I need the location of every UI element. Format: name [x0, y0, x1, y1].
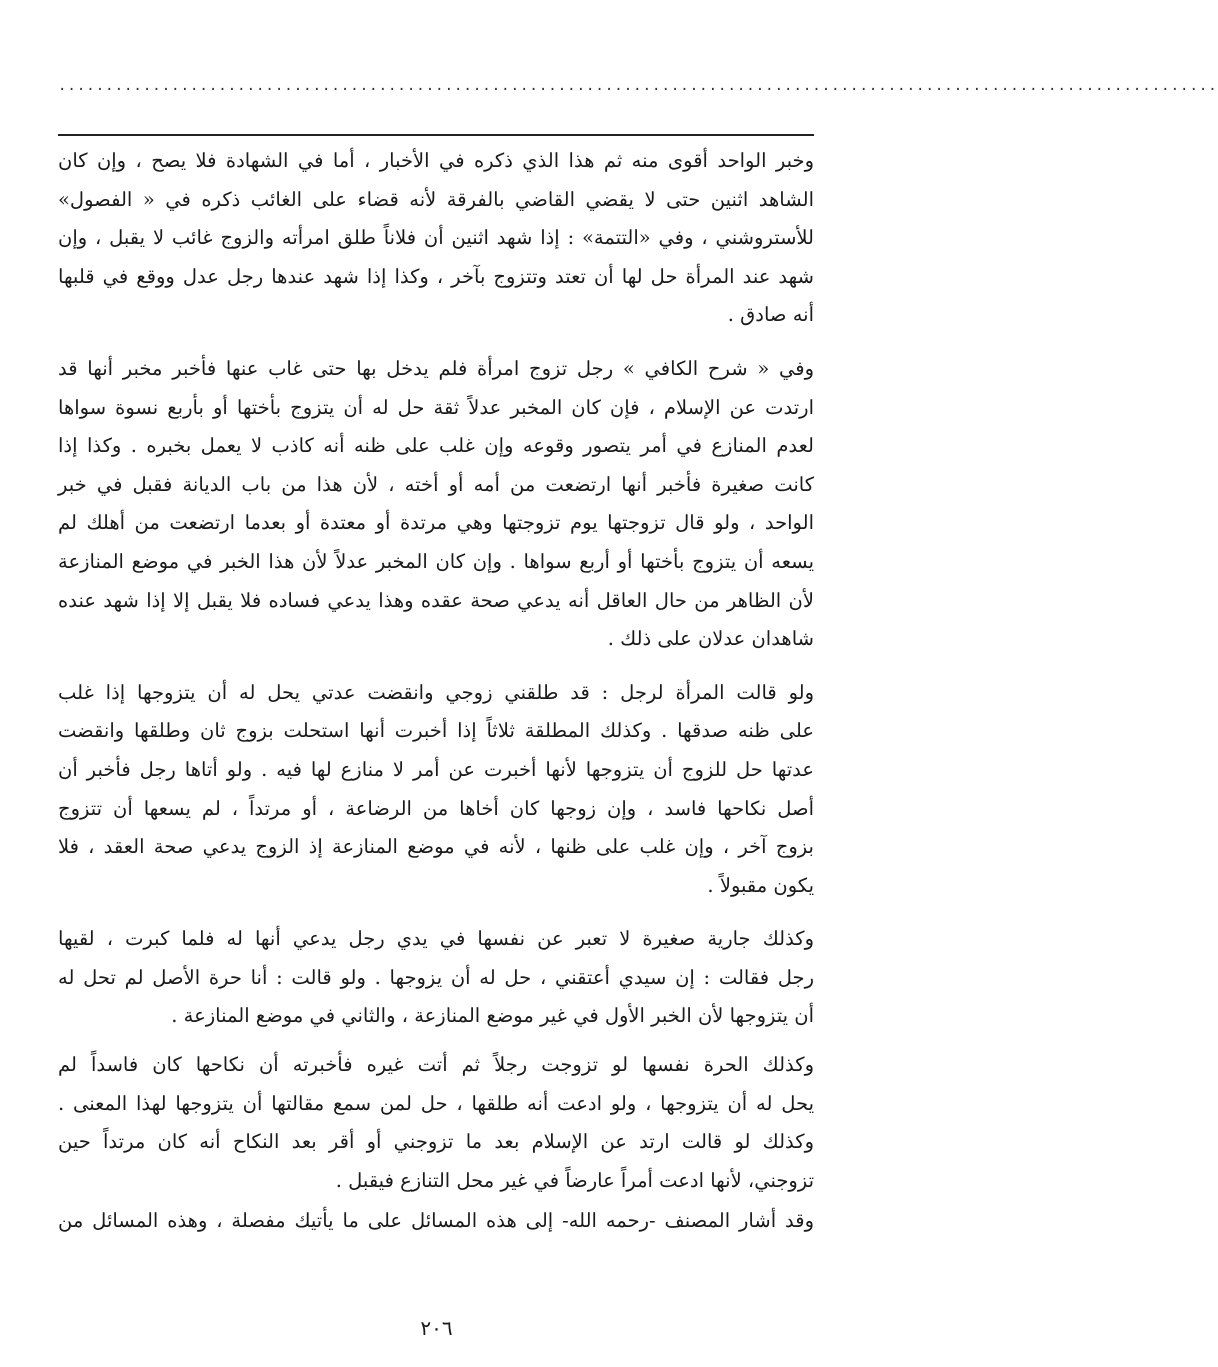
text-line: على ظنه صدقها . وكذلك المطلقة ثلاثاً إذا أخبرت أنها استحلت بزوج ثان وطلقها وانقضت: [58, 719, 814, 743]
main-text: [58, 142, 814, 1241]
header-rule: [58, 134, 814, 136]
text-line: أنه صادق .: [727, 303, 814, 327]
text-line: وقد أشار المصنف -رحمه الله- إلى هذه المسائل على ما يأتيك مفصلة ، وهذه المسائل من: [58, 1209, 814, 1233]
text-line: يكون مقبولاً .: [707, 873, 814, 897]
paragraph: [58, 920, 814, 1036]
text-line: عدتها حل للزوج أن يتزوجها لأنها أخبرت عن أمر لا منازع لها فيه . ولو أتاها رجل فأخبر أن: [58, 757, 814, 781]
text-line: وكذلك لو قالت ارتد عن الإسلام بعد ما تزوجني أو أقر بعد النكاح أنه كان مرتداً حين: [58, 1130, 814, 1154]
text-line: تزوجني، لأنها ادعت أمراً عارضاً في غير محل التنازع فيقبل .: [335, 1168, 814, 1192]
text-line: الشاهد اثنين حتى لا يقضي القاضي بالفرقة لأنه قضاء على الغائب ذكره في « الفصول»: [58, 187, 814, 211]
text-line: للأستروشني ، وفي «التتمة» : إذا شهد اثنين أن فلاناً طلق امرأته والزوج غائب لا يقبل ، وإن: [58, 226, 814, 250]
text-line: وكذلك جارية صغيرة لا تعبر عن نفسها في يدي رجل يدعي أنها له فلما كبرت ، لقيها: [58, 927, 814, 951]
text-line: يسعه أن يتزوج بأختها أو أربع سواها . وإن كان المخبر عدلاً لأن هذا الخبر في موضع المنازعة: [58, 549, 814, 573]
paragraph: [58, 1046, 814, 1200]
text-line: وخبر الواحد أقوى منه ثم هذا الذي ذكره في الأخبار ، أما في الشهادة فلا يصح ، وإن كان: [58, 149, 814, 172]
text-line: أن يتزوجها لأن الخبر الأول في غير موضع المنازعة ، والثاني في موضع المنازعة .: [171, 1004, 814, 1028]
paragraph: [58, 674, 814, 906]
paragraph: [58, 1202, 814, 1241]
text-line: شاهدان عدلان على ذلك .: [607, 627, 814, 651]
text-line: الواحد ، ولو قال تزوجتها يوم تزوجتها وهي مرتدة أو معتدة أو بعدما ارتضعت من أهلك لم: [58, 511, 814, 535]
paragraph: [58, 142, 814, 335]
text-line: وكذلك الحرة نفسها لو تزوجت رجلاً ثم أتت غيره فأخبرته أن نكاحها كان فاسداً لم: [58, 1053, 814, 1077]
text-line: ولو قالت المرأة لرجل : قد طلقني زوجي وانقضت عدتي يحل له أن يتزوجها إذا غلب: [58, 680, 814, 704]
text-line: كانت صغيرة فأخبر أنها ارتضعت من أمه أو أخته ، لأن هذا من باب الديانة فقبل في خبر: [58, 472, 814, 496]
text-line: أصل نكاحها فاسد ، وإن زوجها كان أخاها من الرضاعة ، أو مرتداً ، لم يسعها أن تتزوج: [58, 796, 814, 820]
text-line: ارتدت عن الإسلام ، فإن كان المخبر عدلاً ثقة حل له أن يتزوج بأختها أو بأربع نسوة سواها: [58, 395, 814, 419]
text-line: وفي « شرح الكافي » رجل تزوج امرأة فلم يدخل بها حتى غاب عنها فأخبر مخبر أنها قد: [58, 356, 814, 380]
text-line: لأن الظاهر من حال العاقل أنه يدعي صحة عقده وهذا يدعي فساده فلا يقبل إلا إذا شهد عنده: [58, 588, 814, 612]
text-line: يحل له أن يتزوجها ، ولو ادعت أنه طلقها ، حل لمن سمع مقالتها أن يتزوجها لهذا المعنى .: [58, 1091, 814, 1115]
page-number: ٢٠٦: [420, 1316, 453, 1340]
text-line: بزوج آخر ، وإن غلب على ظنها ، لأنه في موضع المنازعة إذ الزوج يدعي صحة العقد ، فلا: [58, 835, 814, 859]
text-line: شهد عند المرأة حل لها أن تعتد وتتزوج بآخر ، وكذا إذا شهد عندها رجل عدل ووقع في قلبها: [58, 264, 814, 288]
text-line: لعدم المنازع في أمر يتصور وقوعه وإن غلب على ظنه أنه كاذب لا يعمل بخبره . وكذا إذا: [58, 434, 814, 458]
dotted-header-line: ...........................................................................................................................: [58, 78, 1218, 94]
paragraph: [58, 350, 814, 659]
text-line: رجل فقالت : إن سيدي أعتقني ، حل له أن يزوجها . ولو قالت : أنا حرة الأصل لم تحل له: [58, 965, 814, 989]
